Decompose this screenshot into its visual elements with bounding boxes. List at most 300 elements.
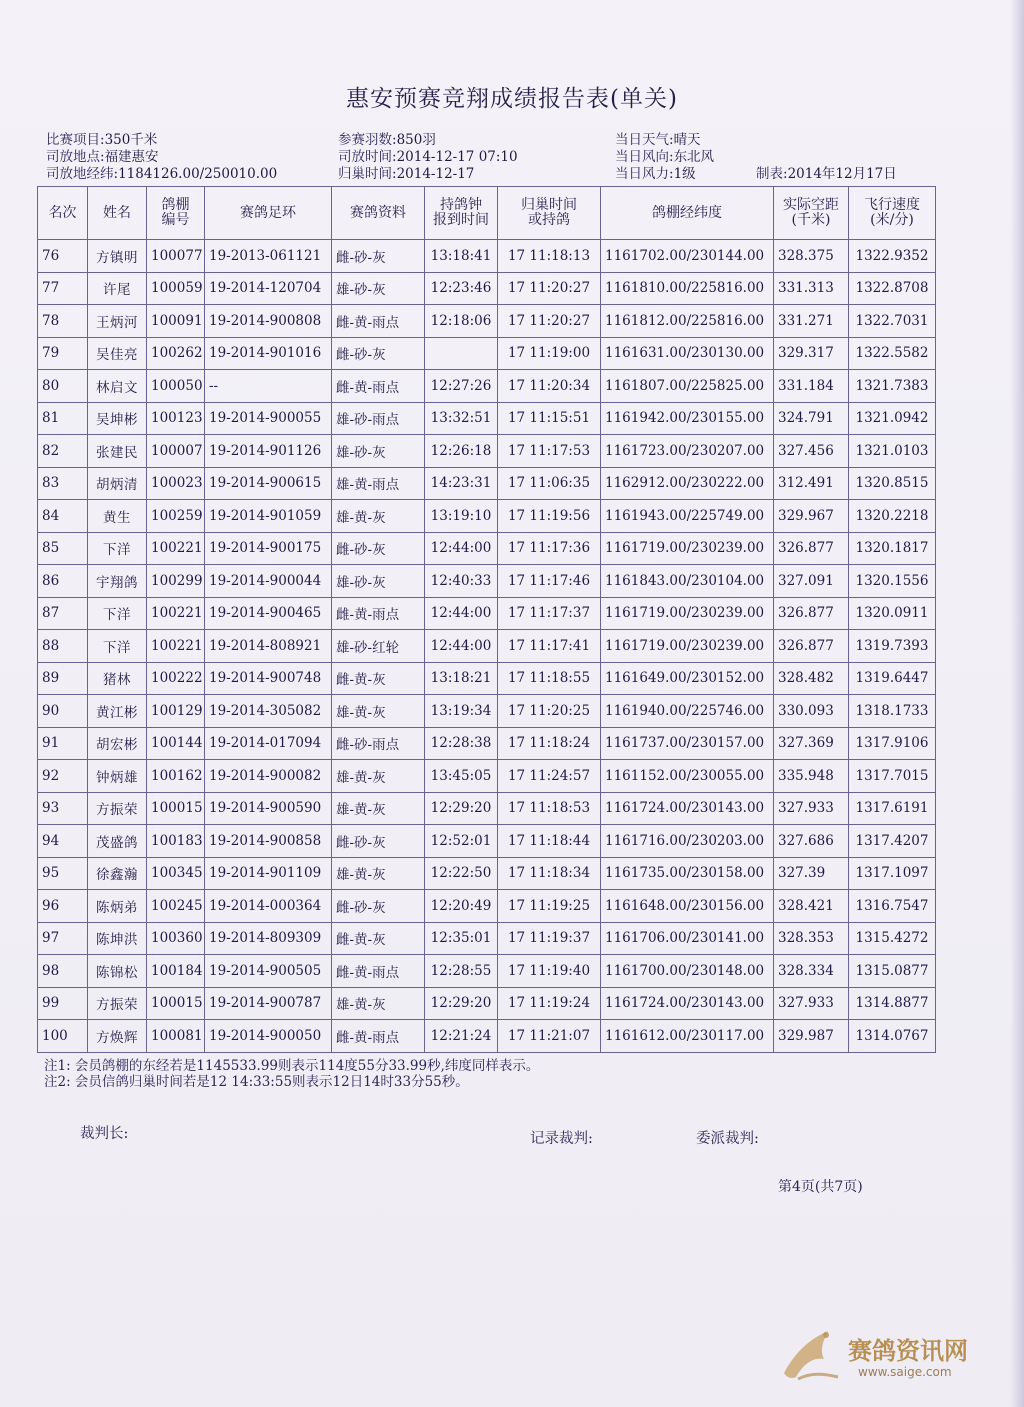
table-cell: 1320.1556 — [849, 565, 936, 598]
release-place-info — [46, 149, 159, 166]
table-cell: 98 — [38, 955, 88, 988]
made-date-label: 制表: — [756, 166, 788, 182]
table-cell: 17 11:19:40 — [498, 955, 601, 988]
table-cell: 12:44:00 — [425, 532, 498, 565]
table-cell: 茂盛鸽 — [88, 825, 147, 858]
table-cell: 张建民 — [88, 435, 147, 468]
table-cell: 吴坤彬 — [88, 402, 147, 435]
table-cell: 19-2014-900082 — [205, 760, 332, 793]
table-cell: 雌-黄-灰 — [332, 922, 425, 955]
table-cell: 1322.7031 — [849, 305, 936, 338]
table-cell: 1322.5582 — [849, 337, 936, 370]
event-info — [46, 132, 157, 149]
release-coords-info — [46, 166, 277, 183]
table-cell: 96 — [38, 890, 88, 923]
table-cell: 12:52:01 — [425, 825, 498, 858]
table-cell: 19-2014-901016 — [205, 337, 332, 370]
table-row — [38, 565, 936, 598]
table-cell: 1161719.00/230239.00 — [601, 630, 774, 663]
table-cell: 326.877 — [774, 532, 849, 565]
table-cell: 19-2014-900808 — [205, 305, 332, 338]
column-header: 名次 — [38, 187, 88, 240]
table-cell: 97 — [38, 922, 88, 955]
table-cell: 宇翔鸽 — [88, 565, 147, 598]
table-row — [38, 500, 936, 533]
table-cell: 19-2014-900858 — [205, 825, 332, 858]
table-cell: 19-2013-061121 — [205, 240, 332, 273]
page-number: 第4页(共7页) — [778, 1179, 863, 1195]
table-row — [38, 922, 936, 955]
table-row — [38, 435, 936, 468]
table-cell: 雌-黄-雨点 — [332, 955, 425, 988]
table-cell: 100081 — [147, 1020, 205, 1053]
table-row — [38, 662, 936, 695]
table-cell: 19-2014-900044 — [205, 565, 332, 598]
table-cell: 13:18:21 — [425, 662, 498, 695]
table-cell: 12:22:50 — [425, 857, 498, 890]
return-time-info — [338, 166, 474, 183]
table-cell: 327.686 — [774, 825, 849, 858]
table-cell: 1315.0877 — [849, 955, 936, 988]
table-cell: 1322.8708 — [849, 272, 936, 305]
made-date-info — [756, 166, 897, 183]
table-cell: 方焕辉 — [88, 1020, 147, 1053]
table-cell: 雄-砂-灰 — [332, 565, 425, 598]
table-cell: 雌-砂-灰 — [332, 337, 425, 370]
event-label: 比赛项目: — [46, 132, 105, 148]
table-cell: 12:20:49 — [425, 890, 498, 923]
table-cell: 86 — [38, 565, 88, 598]
table-cell: 胡炳清 — [88, 467, 147, 500]
table-cell: 17 11:19:24 — [498, 987, 601, 1020]
table-cell: 19-2014-900175 — [205, 532, 332, 565]
assigned-judge-label: 委派裁判: — [696, 1131, 759, 1147]
table-cell — [425, 337, 498, 370]
table-cell: 100144 — [147, 727, 205, 760]
table-cell: 328.421 — [774, 890, 849, 923]
table-cell: 13:19:34 — [425, 695, 498, 728]
table-cell: 雄-砂-红轮 — [332, 630, 425, 663]
table-row — [38, 305, 936, 338]
table-cell: 328.353 — [774, 922, 849, 955]
table-cell: 17 11:17:53 — [498, 435, 601, 468]
entries-info — [338, 132, 436, 149]
table-cell: 19-2014-017094 — [205, 727, 332, 760]
table-cell: 100221 — [147, 532, 205, 565]
table-cell: 下洋 — [88, 532, 147, 565]
table-cell: 13:19:10 — [425, 500, 498, 533]
table-cell: 方振荣 — [88, 987, 147, 1020]
table-cell: 78 — [38, 305, 88, 338]
watermark — [776, 1321, 986, 1391]
table-cell: 100259 — [147, 500, 205, 533]
note-2: 注2: 会员信鸽归巢时间若是12 14:33:55则表示12日14时33分55秒。 — [44, 1074, 469, 1090]
table-cell: 12:26:18 — [425, 435, 498, 468]
table-cell: 1161716.00/230203.00 — [601, 825, 774, 858]
column-header: 鸽棚经纬度 — [601, 187, 774, 240]
table-cell: 19-2014-808921 — [205, 630, 332, 663]
table-cell: 100184 — [147, 955, 205, 988]
table-cell: 12:40:33 — [425, 565, 498, 598]
table-cell: 19-2014-900748 — [205, 662, 332, 695]
release-time-value: 2014-12-17 07:10 — [396, 149, 518, 165]
table-cell: 19-2014-901126 — [205, 435, 332, 468]
table-cell: 雌-砂-灰 — [332, 240, 425, 273]
table-cell: 19-2014-900615 — [205, 467, 332, 500]
table-cell: 100262 — [147, 337, 205, 370]
table-cell: 335.948 — [774, 760, 849, 793]
table-cell: 17 11:19:37 — [498, 922, 601, 955]
table-cell: 88 — [38, 630, 88, 663]
table-cell: 17 11:21:07 — [498, 1020, 601, 1053]
weather-info — [615, 132, 701, 149]
table-cell: 80 — [38, 370, 88, 403]
table-cell: 17 11:20:34 — [498, 370, 601, 403]
table-cell: 85 — [38, 532, 88, 565]
table-cell: -- — [205, 370, 332, 403]
table-cell: 19-2014-000364 — [205, 890, 332, 923]
watermark-text: 赛鸽资讯网 — [848, 1337, 968, 1365]
table-row — [38, 857, 936, 890]
table-cell: 1320.1817 — [849, 532, 936, 565]
table-cell: 326.877 — [774, 597, 849, 630]
table-cell: 329.317 — [774, 337, 849, 370]
table-cell: 雄-黄-灰 — [332, 500, 425, 533]
table-cell: 100222 — [147, 662, 205, 695]
record-judge-label: 记录裁判: — [530, 1131, 593, 1147]
table-cell: 13:18:41 — [425, 240, 498, 273]
table-cell: 17 11:18:24 — [498, 727, 601, 760]
table-cell: 100123 — [147, 402, 205, 435]
column-header: 鸽棚 编号 — [147, 187, 205, 240]
table-cell: 胡宏彬 — [88, 727, 147, 760]
table-cell: 雄-砂-灰 — [332, 435, 425, 468]
table-cell: 17 11:24:57 — [498, 760, 601, 793]
column-header: 姓名 — [88, 187, 147, 240]
table-cell: 1161649.00/230152.00 — [601, 662, 774, 695]
table-cell: 17 11:18:44 — [498, 825, 601, 858]
table-cell: 327.369 — [774, 727, 849, 760]
table-cell: 100050 — [147, 370, 205, 403]
table-cell: 1161723.00/230207.00 — [601, 435, 774, 468]
event-value: 350千米 — [104, 132, 158, 148]
table-cell: 12:28:55 — [425, 955, 498, 988]
table-cell: 100221 — [147, 630, 205, 663]
table-cell: 1315.4272 — [849, 922, 936, 955]
table-cell: 82 — [38, 435, 88, 468]
table-cell: 1161152.00/230055.00 — [601, 760, 774, 793]
table-cell: 雌-黄-雨点 — [332, 597, 425, 630]
table-cell: 100245 — [147, 890, 205, 923]
table-cell: 329.987 — [774, 1020, 849, 1053]
table-cell: 雌-砂-灰 — [332, 890, 425, 923]
table-cell: 陈坤洪 — [88, 922, 147, 955]
column-header: 实际空距 (千米) — [774, 187, 849, 240]
table-cell: 100129 — [147, 695, 205, 728]
table-cell: 12:27:26 — [425, 370, 498, 403]
table-cell: 1314.8877 — [849, 987, 936, 1020]
table-cell: 81 — [38, 402, 88, 435]
table-cell: 19-2014-900787 — [205, 987, 332, 1020]
table-cell: 1314.0767 — [849, 1020, 936, 1053]
weather-label: 当日天气: — [615, 132, 674, 148]
table-cell: 19-2014-901109 — [205, 857, 332, 890]
table-row — [38, 240, 936, 273]
table-cell: 312.491 — [774, 467, 849, 500]
release-coords-label: 司放地经纬: — [46, 166, 119, 182]
table-cell: 331.184 — [774, 370, 849, 403]
table-cell: 1320.8515 — [849, 467, 936, 500]
table-cell: 89 — [38, 662, 88, 695]
table-cell: 12:29:20 — [425, 987, 498, 1020]
table-cell: 雌-黄-雨点 — [332, 1020, 425, 1053]
table-cell: 1316.7547 — [849, 890, 936, 923]
table-cell: 1321.7383 — [849, 370, 936, 403]
results-table — [37, 186, 936, 1053]
table-cell: 陈炳弟 — [88, 890, 147, 923]
table-cell: 12:35:01 — [425, 922, 498, 955]
table-cell: 1162912.00/230222.00 — [601, 467, 774, 500]
table-cell: 12:44:00 — [425, 630, 498, 663]
table-row — [38, 272, 936, 305]
table-cell: 100 — [38, 1020, 88, 1053]
table-cell: 17 11:17:41 — [498, 630, 601, 663]
table-cell: 17 11:18:55 — [498, 662, 601, 695]
table-cell: 1161702.00/230144.00 — [601, 240, 774, 273]
table-cell: 吴佳亮 — [88, 337, 147, 370]
table-cell: 雌-黄-雨点 — [332, 370, 425, 403]
table-cell: 100015 — [147, 987, 205, 1020]
table-cell: 1161612.00/230117.00 — [601, 1020, 774, 1053]
entries-value: 850羽 — [396, 132, 436, 148]
release-time-label: 司放时间: — [338, 149, 397, 165]
table-cell: 1319.7393 — [849, 630, 936, 663]
return-time-label: 归巢时间: — [338, 166, 397, 182]
table-cell: 雌-砂-灰 — [332, 825, 425, 858]
table-cell: 王炳河 — [88, 305, 147, 338]
wind-direction-info — [615, 149, 714, 166]
table-cell: 17 11:18:13 — [498, 240, 601, 273]
table-cell: 326.877 — [774, 630, 849, 663]
table-row — [38, 370, 936, 403]
table-cell: 方镇明 — [88, 240, 147, 273]
table-cell: 1317.9106 — [849, 727, 936, 760]
table-cell: 17 11:06:35 — [498, 467, 601, 500]
table-cell: 14:23:31 — [425, 467, 498, 500]
table-cell: 许尾 — [88, 272, 147, 305]
table-cell: 100345 — [147, 857, 205, 890]
column-header: 飞行速度 (米/分) — [849, 187, 936, 240]
table-row — [38, 337, 936, 370]
table-cell: 331.271 — [774, 305, 849, 338]
table-cell: 雄-黄-灰 — [332, 792, 425, 825]
table-cell: 1317.4207 — [849, 825, 936, 858]
table-cell: 雌-黄-雨点 — [332, 305, 425, 338]
table-cell: 雄-黄-灰 — [332, 987, 425, 1020]
table-cell: 100015 — [147, 792, 205, 825]
table-cell: 1321.0103 — [849, 435, 936, 468]
weather-value: 晴天 — [673, 132, 701, 148]
wind-direction-label: 当日风向: — [615, 149, 674, 165]
table-cell: 84 — [38, 500, 88, 533]
table-cell: 12:18:06 — [425, 305, 498, 338]
table-cell: 13:32:51 — [425, 402, 498, 435]
table-cell: 87 — [38, 597, 88, 630]
table-cell: 77 — [38, 272, 88, 305]
table-cell: 1161737.00/230157.00 — [601, 727, 774, 760]
chief-judge-label: 裁判长: — [80, 1126, 129, 1142]
table-cell: 100091 — [147, 305, 205, 338]
table-cell: 12:44:00 — [425, 597, 498, 630]
table-cell: 19-2014-900055 — [205, 402, 332, 435]
table-header — [38, 187, 936, 240]
table-cell: 17 11:20:27 — [498, 305, 601, 338]
table-cell: 19-2014-900590 — [205, 792, 332, 825]
table-cell: 95 — [38, 857, 88, 890]
table-cell: 100007 — [147, 435, 205, 468]
report-title: 惠安预赛竞翔成绩报告表(单关) — [346, 86, 678, 112]
table-cell: 雄-黄-灰 — [332, 857, 425, 890]
table-cell: 100183 — [147, 825, 205, 858]
table-cell: 331.313 — [774, 272, 849, 305]
table-cell: 徐鑫瀚 — [88, 857, 147, 890]
table-row — [38, 1020, 936, 1053]
table-cell: 327.456 — [774, 435, 849, 468]
table-cell: 钟炳雄 — [88, 760, 147, 793]
table-cell: 1161706.00/230141.00 — [601, 922, 774, 955]
table-cell: 方振荣 — [88, 792, 147, 825]
table-cell: 90 — [38, 695, 88, 728]
table-cell: 12:21:24 — [425, 1020, 498, 1053]
table-cell: 12:29:20 — [425, 792, 498, 825]
table-row — [38, 955, 936, 988]
table-row — [38, 727, 936, 760]
table-cell: 100162 — [147, 760, 205, 793]
table-cell: 19-2014-900050 — [205, 1020, 332, 1053]
release-time-info — [338, 149, 518, 166]
table-cell: 1318.1733 — [849, 695, 936, 728]
table-cell: 100077 — [147, 240, 205, 273]
table-cell: 1317.1097 — [849, 857, 936, 890]
table-row — [38, 792, 936, 825]
table-cell: 1320.2218 — [849, 500, 936, 533]
made-date-value: 2014年12月17日 — [787, 166, 897, 182]
table-cell: 19-2014-120704 — [205, 272, 332, 305]
table-cell: 83 — [38, 467, 88, 500]
table-cell: 324.791 — [774, 402, 849, 435]
table-cell: 17 11:17:37 — [498, 597, 601, 630]
header-row — [38, 187, 936, 240]
wind-force-value: 1级 — [673, 166, 696, 182]
table-cell: 328.375 — [774, 240, 849, 273]
table-cell: 1161943.00/225749.00 — [601, 500, 774, 533]
table-cell: 1161735.00/230158.00 — [601, 857, 774, 890]
table-cell: 12:28:38 — [425, 727, 498, 760]
table-cell: 79 — [38, 337, 88, 370]
table-cell: 雌-砂-灰 — [332, 532, 425, 565]
table-cell: 17 11:19:56 — [498, 500, 601, 533]
column-header: 赛鸽足环 — [205, 187, 332, 240]
table-cell: 330.093 — [774, 695, 849, 728]
table-cell: 1320.0911 — [849, 597, 936, 630]
table-row — [38, 467, 936, 500]
table-cell: 1317.7015 — [849, 760, 936, 793]
table-row — [38, 825, 936, 858]
table-cell: 陈锦松 — [88, 955, 147, 988]
table-cell: 雄-黄-灰 — [332, 695, 425, 728]
table-row — [38, 695, 936, 728]
table-row — [38, 987, 936, 1020]
table-row — [38, 760, 936, 793]
table-body — [38, 240, 936, 1053]
table-cell: 林启文 — [88, 370, 147, 403]
table-cell: 1161700.00/230148.00 — [601, 955, 774, 988]
table-cell: 328.334 — [774, 955, 849, 988]
table-cell: 1161810.00/225816.00 — [601, 272, 774, 305]
table-cell: 17 11:17:46 — [498, 565, 601, 598]
table-cell: 17 11:18:53 — [498, 792, 601, 825]
watermark-url: www.saige.com — [858, 1365, 952, 1379]
table-cell: 99 — [38, 987, 88, 1020]
table-cell: 17 11:17:36 — [498, 532, 601, 565]
table-cell: 327.091 — [774, 565, 849, 598]
table-cell: 17 11:19:25 — [498, 890, 601, 923]
table-cell: 19-2014-305082 — [205, 695, 332, 728]
table-cell: 1321.0942 — [849, 402, 936, 435]
table-cell: 13:45:05 — [425, 760, 498, 793]
table-row — [38, 890, 936, 923]
table-cell: 12:23:46 — [425, 272, 498, 305]
table-cell: 92 — [38, 760, 88, 793]
table-cell: 下洋 — [88, 630, 147, 663]
pigeon-logo-icon — [776, 1321, 846, 1391]
table-row — [38, 630, 936, 663]
table-cell: 1161940.00/225746.00 — [601, 695, 774, 728]
table-cell: 1161719.00/230239.00 — [601, 532, 774, 565]
notes — [44, 1058, 539, 1090]
table-cell: 100023 — [147, 467, 205, 500]
table-cell: 1319.6447 — [849, 662, 936, 695]
table-cell: 1161719.00/230239.00 — [601, 597, 774, 630]
table-cell: 94 — [38, 825, 88, 858]
table-cell: 1317.6191 — [849, 792, 936, 825]
table-cell: 雄-砂-雨点 — [332, 402, 425, 435]
table-cell: 327.933 — [774, 987, 849, 1020]
table-cell: 329.967 — [774, 500, 849, 533]
table-cell: 19-2014-900465 — [205, 597, 332, 630]
wind-force-label: 当日风力: — [615, 166, 674, 182]
release-place-label: 司放地点: — [46, 149, 105, 165]
table-cell: 1161843.00/230104.00 — [601, 565, 774, 598]
table-cell: 黄江彬 — [88, 695, 147, 728]
table-cell: 雄-黄-灰 — [332, 760, 425, 793]
table-cell: 327.39 — [774, 857, 849, 890]
table-cell: 17 11:20:27 — [498, 272, 601, 305]
wind-direction-value: 东北风 — [673, 149, 715, 165]
column-header: 归巢时间 或持鸽 — [498, 187, 601, 240]
table-cell: 1161724.00/230143.00 — [601, 792, 774, 825]
table-cell: 100221 — [147, 597, 205, 630]
table-cell: 下洋 — [88, 597, 147, 630]
return-time-value: 2014-12-17 — [396, 166, 475, 182]
table-cell: 1161807.00/225825.00 — [601, 370, 774, 403]
table-cell: 1161631.00/230130.00 — [601, 337, 774, 370]
table-cell: 76 — [38, 240, 88, 273]
table-cell: 1161812.00/225816.00 — [601, 305, 774, 338]
table-cell: 雌-黄-灰 — [332, 662, 425, 695]
table-cell: 100059 — [147, 272, 205, 305]
table-cell: 91 — [38, 727, 88, 760]
